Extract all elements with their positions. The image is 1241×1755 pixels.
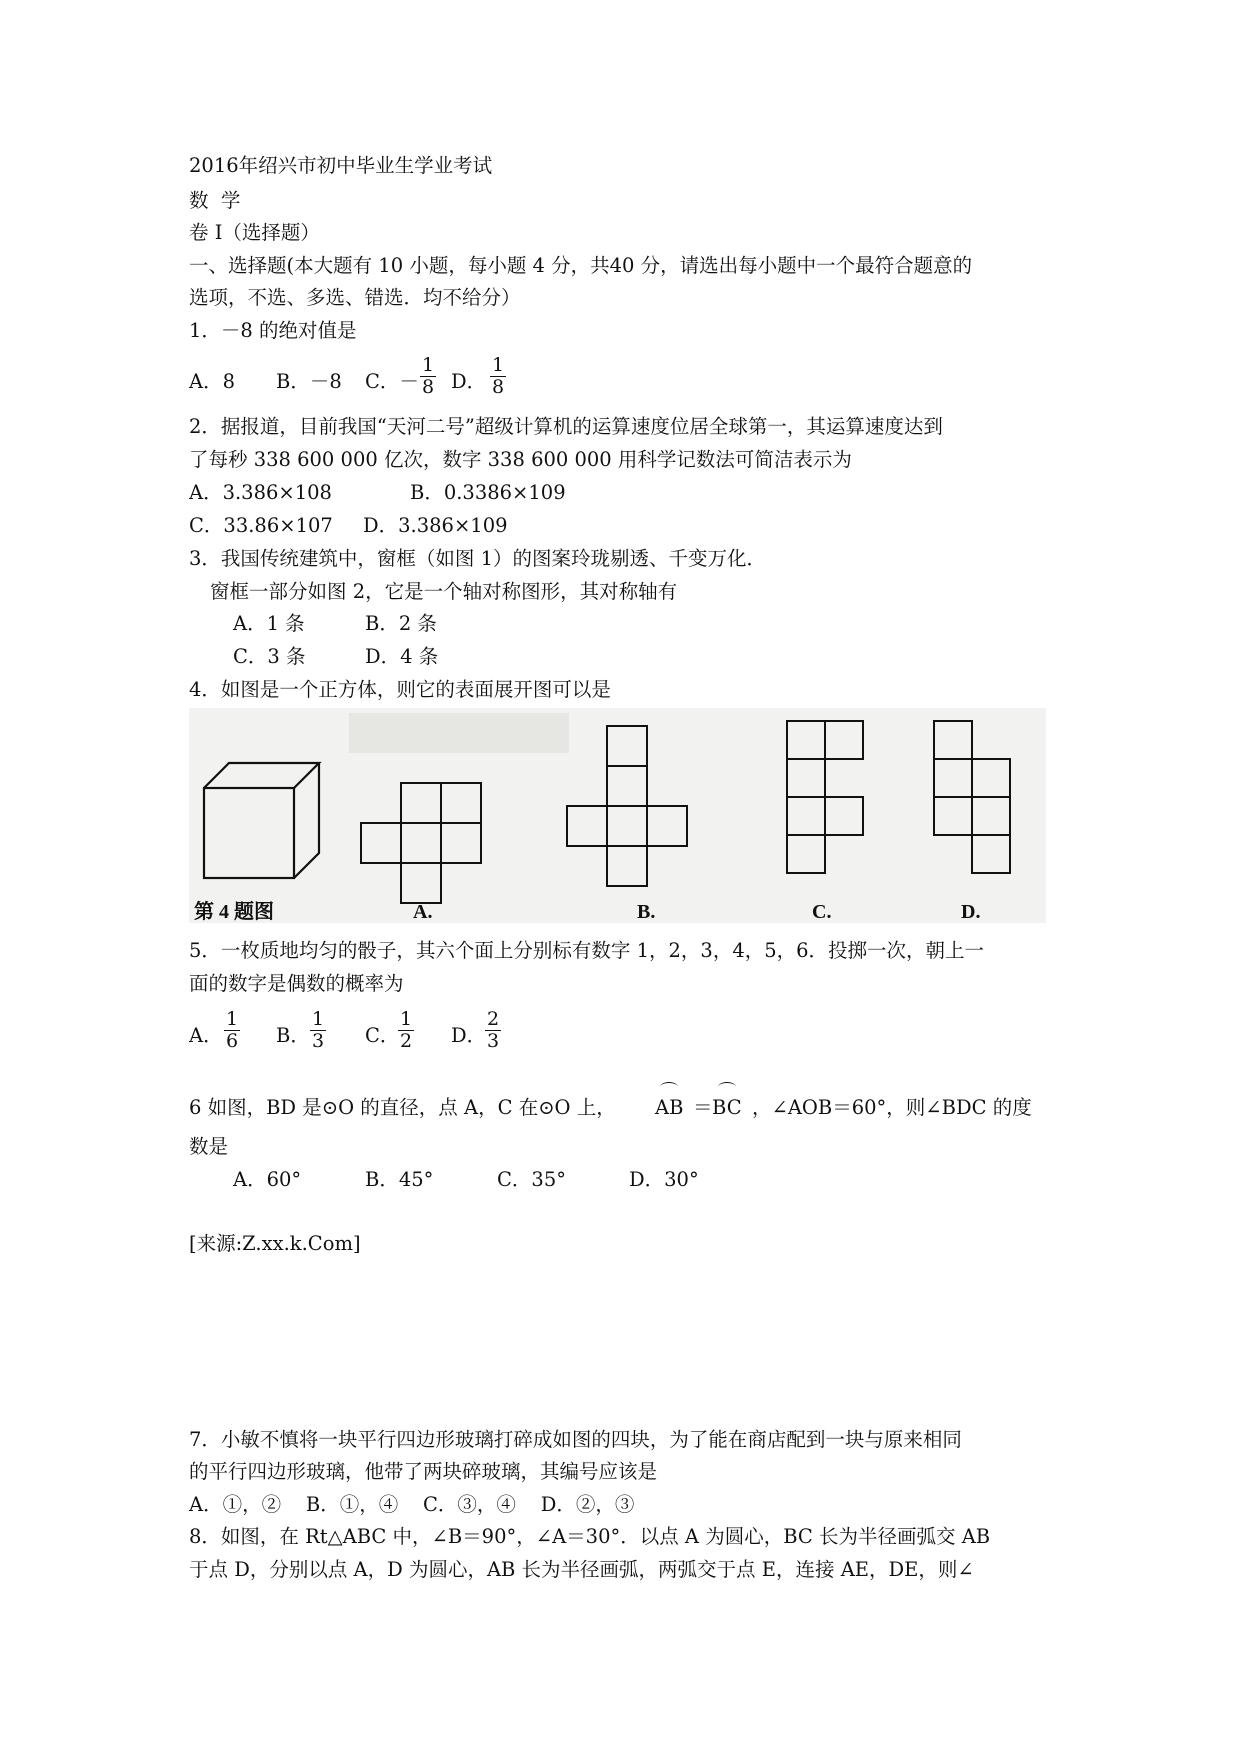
q5-option-d-prefix: D． [451, 1024, 487, 1047]
q1-option-b: B．－8 [276, 370, 342, 393]
q3-line1: 3．我国传统建筑中，窗框（如图 1）的图案玲珑剔透、千变万化． [189, 547, 767, 570]
q4-stem: 4．如图是一个正方体，则它的表面展开图可以是 [189, 678, 611, 701]
q5-option-b-fraction [310, 1009, 326, 1052]
figure-background [189, 708, 1046, 923]
fraction-numerator: 1 [312, 1008, 325, 1030]
fraction-denominator: 3 [312, 1030, 325, 1052]
fraction-denominator: 8 [422, 376, 435, 398]
q3-option-b: B．2 条 [365, 612, 437, 635]
fraction-denominator: 2 [400, 1030, 413, 1052]
q4-caption: 第 4 题图 [194, 901, 274, 923]
q1-option-c-prefix: C．－ [365, 370, 419, 393]
q2-option-c: C．33.86×107 [189, 514, 333, 537]
q2-option-d: D．3.386×109 [363, 514, 508, 537]
q3-option-a: A．1 条 [233, 612, 305, 635]
q4-label-d: D. [961, 901, 981, 923]
q6-option-d: D．30° [629, 1168, 699, 1191]
arc-ab-label: AB [655, 1096, 684, 1119]
section-intro-line2: 选项，不选、多选、错选．均不给分） [189, 286, 521, 309]
section-intro-line1: 一、选择题(本大题有 10 小题，每小题 4 分，共40 分，请选出每小题中一个最符合题意的 [189, 254, 973, 277]
fraction-numerator: 1 [400, 1008, 413, 1030]
fraction-numerator: 1 [226, 1008, 239, 1030]
q6-arc-bc [712, 1094, 742, 1122]
q5-option-a-fraction [224, 1009, 240, 1052]
q4-figure [189, 708, 1046, 923]
arc-mark [718, 1082, 736, 1092]
q1-option-c-fraction [420, 355, 436, 398]
fraction-numerator: 2 [487, 1008, 500, 1030]
volume-label: 卷 I（选择题） [189, 221, 320, 244]
q2-option-a: A．3.386×108 [189, 481, 332, 504]
q1-stem: 1．－8 的绝对值是 [189, 319, 357, 342]
fraction-denominator: 6 [226, 1030, 239, 1052]
q2-option-b: B．0.3386×109 [410, 481, 566, 504]
fraction-numerator: 1 [422, 354, 435, 376]
q3-option-d: D．4 条 [365, 645, 439, 668]
q4-label-c: C. [812, 901, 832, 923]
fraction-denominator: 8 [492, 376, 505, 398]
q1-option-d-prefix: D． [451, 370, 487, 393]
q6-option-c: C．35° [497, 1168, 566, 1191]
exam-title: 2016年绍兴市初中毕业生学业考试 [189, 154, 493, 177]
q3-option-c: C．3 条 [233, 645, 306, 668]
q8-line1: 8．如图，在 Rt△ABC 中，∠B＝90°，∠A＝30°．以点 A 为圆心，BC 长为半径画弧交 AB [189, 1525, 991, 1548]
q3-line2: 窗框一部分如图 2，它是一个轴对称图形，其对称轴有 [210, 580, 678, 603]
q5-line1: 5．一枚质地均匀的骰子，其六个面上分别标有数字 1，2，3，4，5，6．投掷一次，朝上一 [189, 939, 985, 962]
q1-option-d-fraction [490, 355, 506, 398]
q2-line1: 2．据报道，目前我国“天河二号”超级计算机的运算速度位居全球第一，其运算速度达到 [189, 415, 943, 438]
q6-line1-part2: ，∠AOB＝60°，则∠BDC 的度 [752, 1096, 1032, 1119]
q5-option-c-prefix: C． [365, 1024, 400, 1047]
q6-equals: ＝ [693, 1096, 713, 1119]
q5-line2: 面的数字是偶数的概率为 [189, 972, 404, 995]
q7-options: A．①，② B．①，④ C．③，④ D．②，③ [189, 1493, 635, 1516]
q2-line2: 了每秒 338 600 000 亿次，数字 338 600 000 用科学记数法可简洁表示为 [189, 448, 852, 471]
fraction-numerator: 1 [492, 354, 505, 376]
q7-line2: 的平行四边形玻璃，他带了两块碎玻璃，其编号应该是 [189, 1460, 658, 1483]
q5-option-b-prefix: B． [276, 1024, 310, 1047]
fraction-denominator: 3 [487, 1030, 500, 1052]
q6-line2: 数是 [189, 1135, 229, 1158]
q6-option-a: A．60° [233, 1168, 302, 1191]
scan-shadow [349, 713, 569, 753]
q4-figure-svg [189, 708, 1046, 923]
source-note: [来源:Z.xx.k.Com] [189, 1232, 361, 1255]
q5-option-d-fraction [485, 1009, 501, 1052]
q4-label-b: B. [637, 901, 656, 923]
q5-option-c-fraction [398, 1009, 414, 1052]
q1-option-a: A．8 [189, 370, 235, 393]
q6-arc-ab [655, 1094, 683, 1122]
q7-line1: 7．小敏不慎将一块平行四边形玻璃打碎成如图的四块，为了能在商店配到一块与原来相同 [189, 1428, 962, 1451]
q5-option-a-prefix: A． [189, 1024, 223, 1047]
subject-label: 数 学 [189, 189, 241, 212]
arc-bc-label: BC [712, 1096, 742, 1119]
q6-line1-part1: 6 如图，BD 是⊙O 的直径，点 A，C 在⊙O 上， [189, 1096, 616, 1119]
q8-line2: 于点 D，分别以点 A，D 为圆心，AB 长为半径画弧，两弧交于点 E，连接 AE，DE，则∠ [189, 1558, 974, 1581]
arc-mark [660, 1082, 678, 1092]
q6-option-b: B．45° [365, 1168, 434, 1191]
q4-label-a: A. [413, 901, 433, 923]
